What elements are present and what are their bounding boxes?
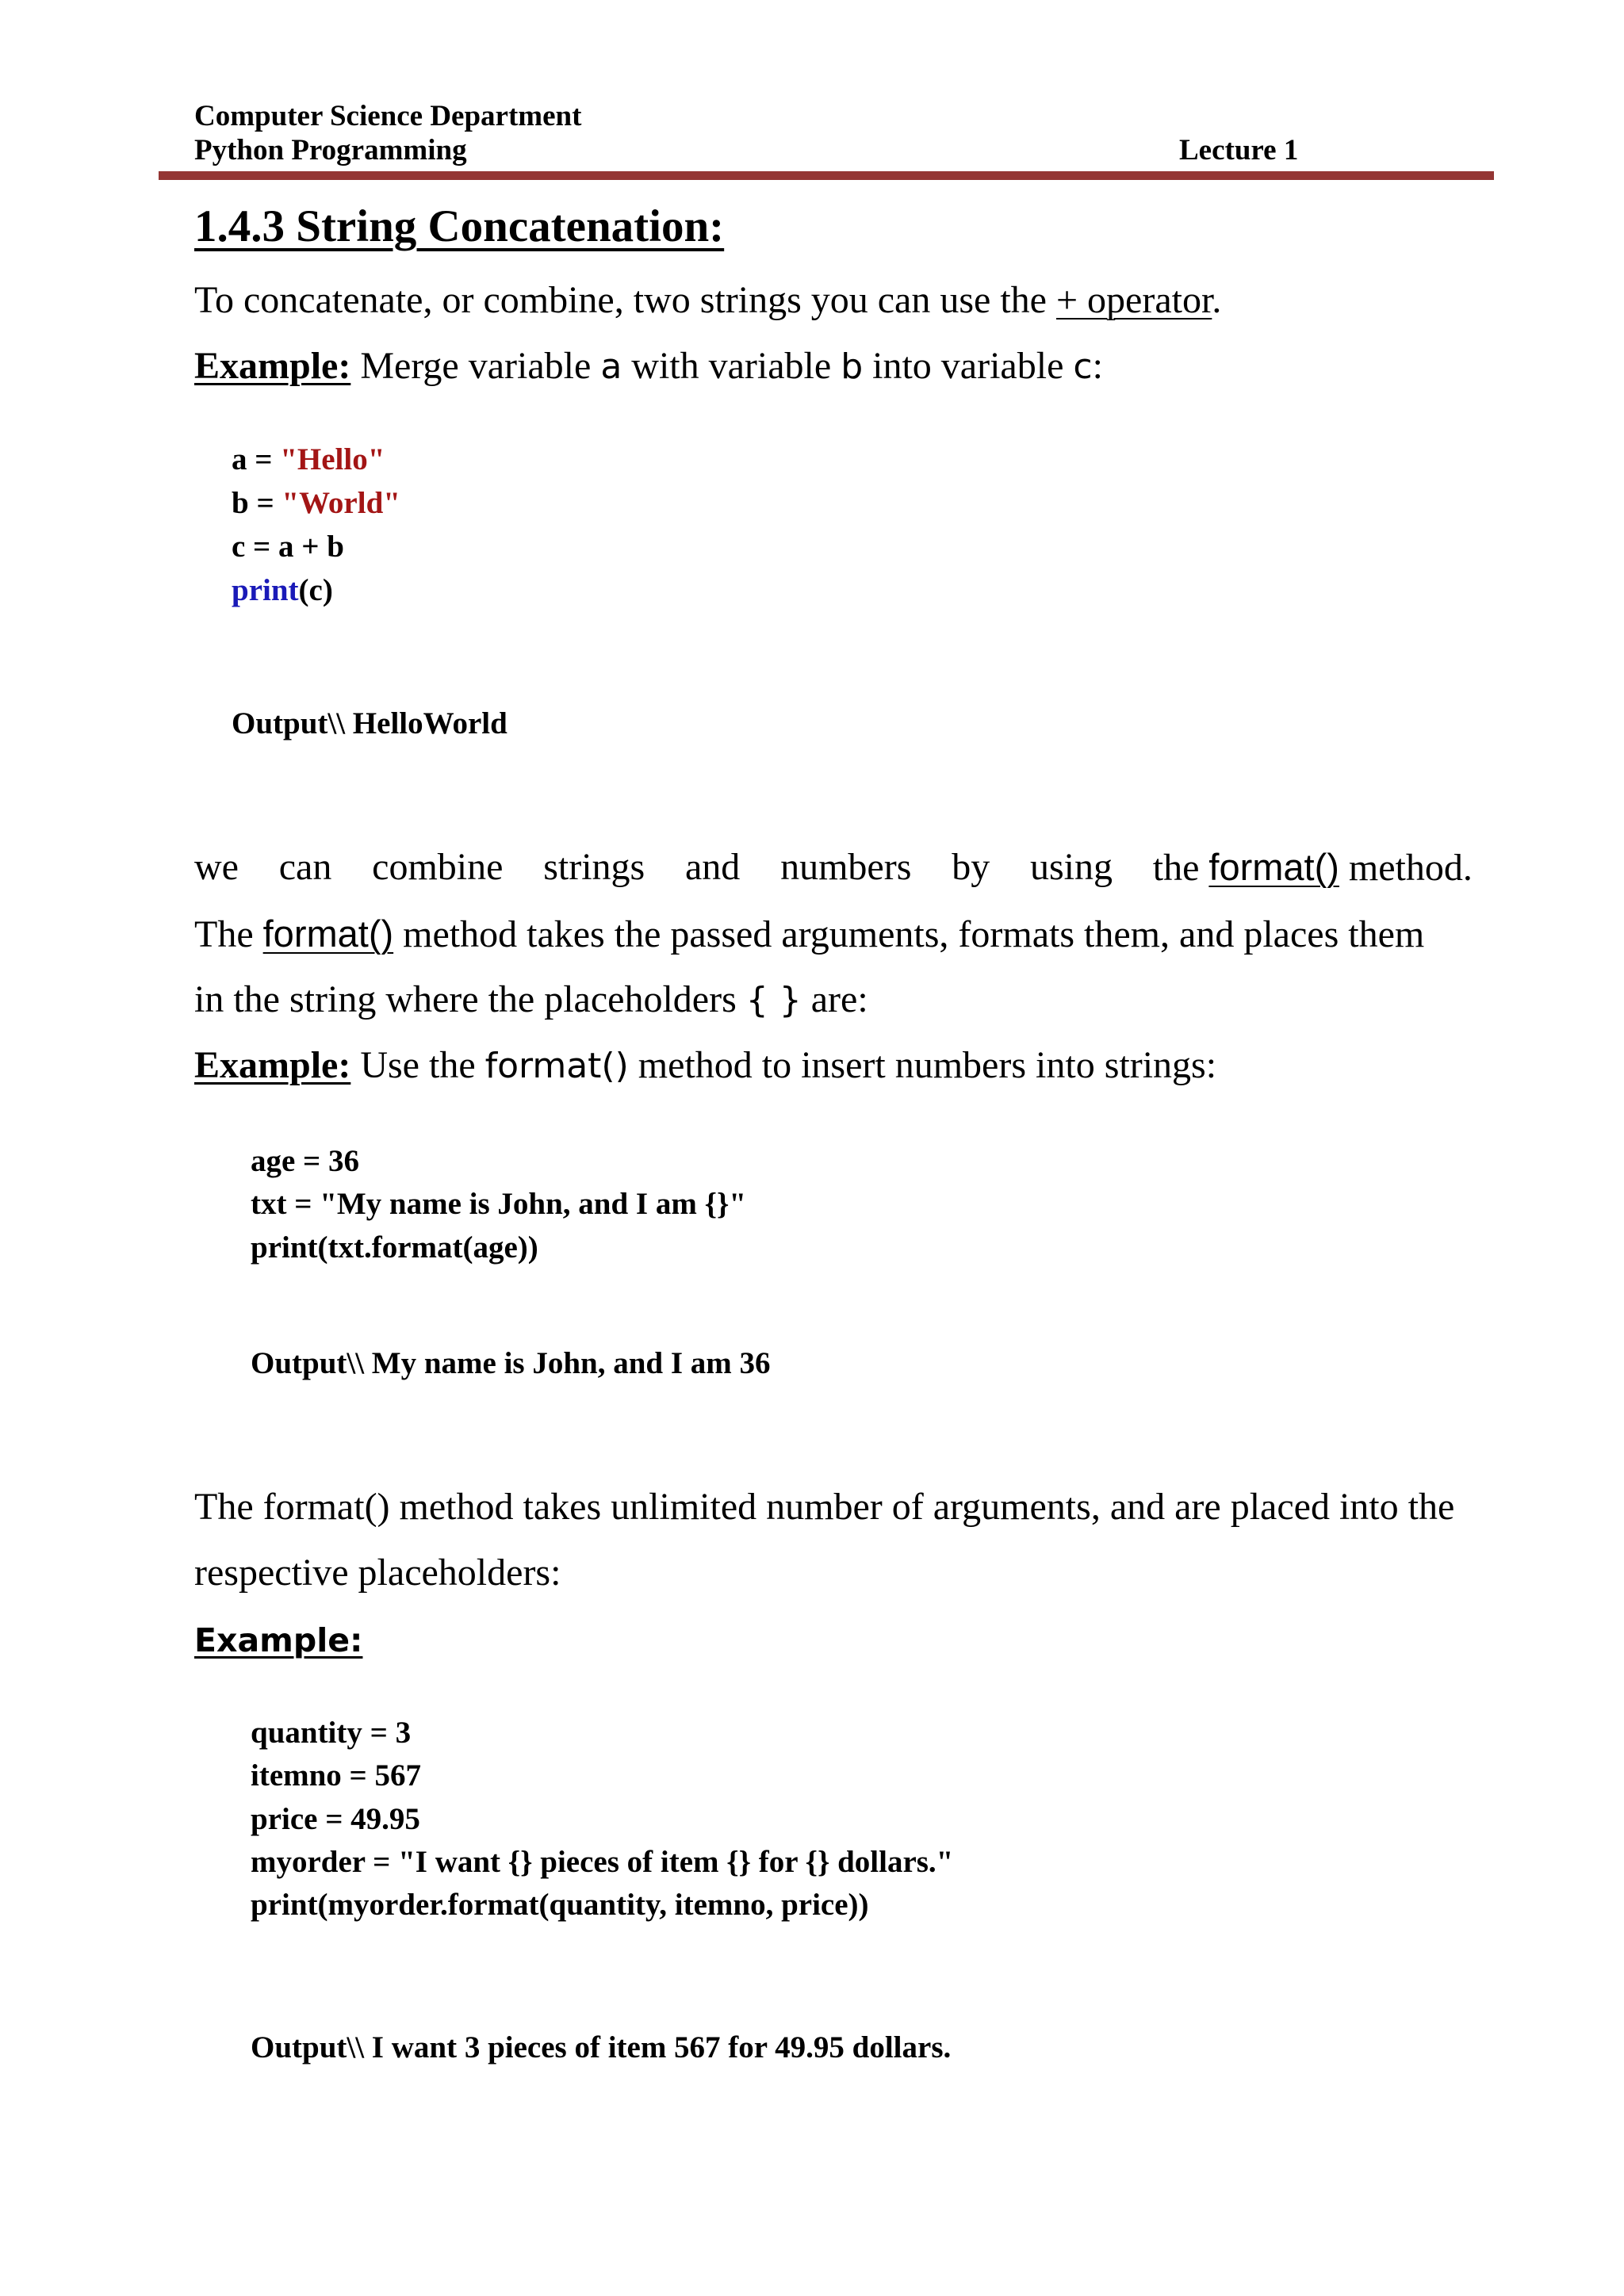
format-paragraph-line1: we can combine strings and numbers by using the format() method. [194, 846, 1473, 889]
header-department: Computer Science Department [194, 100, 582, 132]
output-line: Output\\ My name is John, and I am 36 [251, 1346, 771, 1380]
intro-paragraph [194, 281, 1473, 320]
variable-b: b [841, 346, 864, 387]
example1-text: : [1092, 345, 1103, 387]
code-line: print(myorder.format(quantity, itemno, price)) [251, 1888, 869, 1922]
format-paragraph-line2: The format() method takes the passed arguments, formats them, and places them [194, 913, 1425, 955]
example1-text: Merge variable [350, 345, 601, 387]
unlimited-paragraph-line1: The format() method takes unlimited number of arguments, and are placed into the [194, 1486, 1455, 1528]
code-line: quantity = 3 [251, 1716, 412, 1750]
format-paragraph-line3: in the string where the placeholders { } are: [194, 978, 868, 1020]
format-method-link[interactable]: format() [1208, 846, 1339, 888]
variable-a: a [600, 346, 622, 387]
code-line: c = a + b [232, 530, 344, 564]
intro-text: To concatenate, or combine, two strings you can use the [194, 279, 1056, 321]
code-line: price = 49.95 [251, 1802, 420, 1836]
code-line: txt = "My name is John, and I am {}" [251, 1187, 746, 1221]
output-line: Output\\ I want 3 pieces of item 567 for 49.95 dollars. [251, 2030, 952, 2064]
code-line: itemno = 567 [251, 1758, 422, 1793]
format-method-link[interactable]: format() [262, 913, 394, 955]
code-line: print(c) [232, 573, 333, 607]
header-course: Python Programming [194, 134, 467, 166]
header-lecture: Lecture 1 [1179, 134, 1299, 166]
example2-label: Example: [194, 1044, 351, 1086]
variable-c: c [1073, 346, 1093, 387]
keyword-print: print [232, 573, 299, 607]
code-line: myorder = "I want {} pieces of item {} for {} dollars." [251, 1845, 954, 1879]
intro-period: . [1212, 279, 1222, 321]
code-line: a = "Hello" [232, 442, 385, 476]
string-literal: "World" [282, 486, 400, 520]
example2-description: Example: Use the format() method to insert numbers into strings: [194, 1044, 1217, 1086]
example1-label: Example: [194, 345, 351, 387]
section-title: 1.4.3 String Concatenation: [194, 201, 725, 251]
operator-link[interactable]: + operator [1055, 279, 1212, 321]
output-line: Output\\ HelloWorld [232, 706, 508, 740]
placeholder-braces: { } [745, 980, 802, 1020]
example1-text: with variable [622, 345, 841, 387]
code-line: print(txt.format(age)) [251, 1230, 538, 1265]
string-literal: "Hello" [280, 442, 385, 476]
header-rule [159, 171, 1494, 180]
example1-text: into variable [863, 345, 1074, 387]
format-method-name: format() [485, 1046, 629, 1086]
unlimited-paragraph-line2: respective placeholders: [194, 1552, 561, 1594]
code-line: age = 36 [251, 1144, 360, 1178]
example1-description [194, 347, 1473, 385]
code-line: b = "World" [232, 486, 400, 520]
example3-label: Example: [194, 1621, 363, 1659]
